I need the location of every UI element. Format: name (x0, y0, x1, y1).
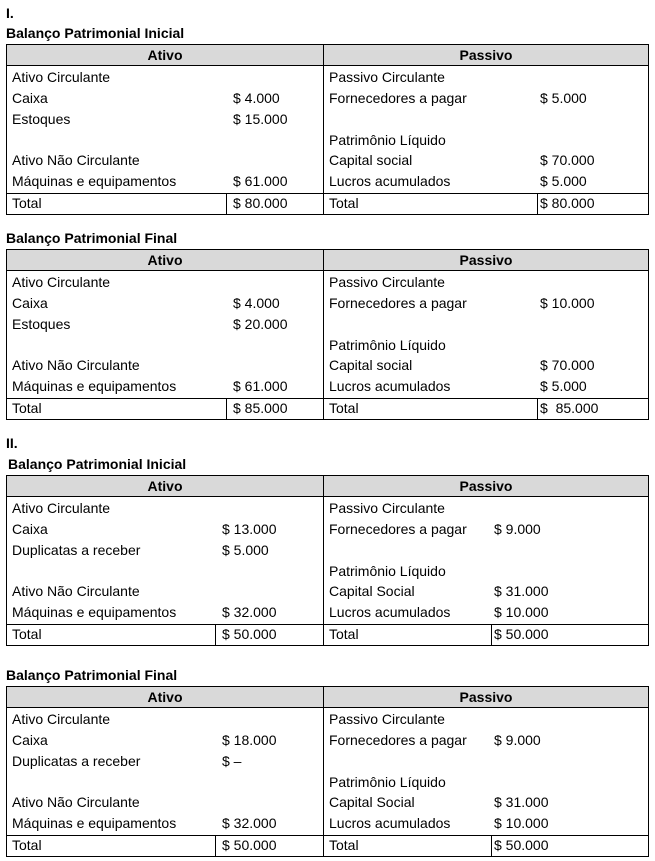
total-value-divider (537, 399, 538, 419)
passivo-item-value: $ 10.000 (494, 815, 549, 831)
total-value-divider (491, 836, 492, 856)
sheet-title: Balanço Patrimonial Inicial (8, 456, 187, 472)
ativo-total-label: Total (12, 400, 42, 416)
ativo-item-value: $ 20.000 (233, 316, 288, 332)
passivo-total-value: $ 80.000 (540, 195, 595, 211)
column-divider (323, 250, 324, 419)
ativo-circulante-label: Ativo Circulante (12, 69, 111, 85)
passivo-total-label: Total (329, 195, 359, 211)
passivo-header: Passivo (459, 252, 513, 268)
passivo-circulante-label: Passivo Circulante (329, 274, 445, 290)
ativo-total-label: Total (12, 195, 42, 211)
ativo-item-value: $ 4.000 (233, 295, 280, 311)
passivo-total-value: $ 85.000 (540, 400, 599, 416)
ativo-header: Ativo (147, 252, 183, 268)
sheet-title: Balanço Patrimonial Inicial (6, 25, 185, 41)
ativo-item-value: $ 18.000 (222, 732, 277, 748)
ativo-header: Ativo (147, 47, 183, 63)
passivo-item-value: $ 31.000 (494, 794, 549, 810)
passivo-total-label: Total (329, 400, 359, 416)
ativo-item-label: Estoques (12, 316, 71, 332)
passivo-circulante-label: Passivo Circulante (329, 69, 445, 85)
column-divider (323, 45, 324, 214)
passivo-item-value: $ 5.000 (540, 173, 587, 189)
patrimonio-liquido-label: Patrimônio Líquido (329, 563, 446, 579)
passivo-item-value: $ 70.000 (540, 152, 595, 168)
passivo-circulante-label: Passivo Circulante (329, 500, 445, 516)
passivo-item-value: $ 9.000 (494, 521, 541, 537)
total-divider (7, 624, 648, 625)
passivo-item-label: Fornecedores a pagar (329, 90, 467, 106)
ativo-header: Ativo (147, 689, 183, 705)
sheet-title: Balanço Patrimonial Final (6, 667, 178, 683)
column-divider (323, 476, 324, 645)
ativo-item-value: $ 5.000 (222, 542, 269, 558)
table-header (7, 45, 648, 66)
ativo-nao-circulante-label: Ativo Não Circulante (12, 583, 140, 599)
passivo-total-label: Total (329, 626, 359, 642)
passivo-item-label: Fornecedores a pagar (329, 732, 467, 748)
passivo-item-value: $ 10.000 (540, 295, 595, 311)
ativo-item-label: Duplicatas a receber (12, 542, 141, 558)
passivo-item-label: Capital Social (329, 794, 415, 810)
passivo-total-label: Total (329, 837, 359, 853)
balance-sheet-table (6, 475, 649, 646)
patrimonio-liquido-label: Patrimônio Líquido (329, 132, 446, 148)
section-number: II. (6, 435, 18, 451)
passivo-total-value: $ 50.000 (494, 837, 549, 853)
ativo-item-label: Máquinas e equipamentos (12, 815, 177, 831)
ativo-item-value: $ 32.000 (222, 815, 277, 831)
table-header (7, 687, 648, 708)
table-header (7, 250, 648, 271)
passivo-item-label: Capital social (329, 152, 413, 168)
passivo-item-label: Fornecedores a pagar (329, 521, 467, 537)
ativo-item-value: $ 61.000 (233, 173, 288, 189)
ativo-total-value: $ 50.000 (222, 626, 277, 642)
ativo-total-value: $ 50.000 (222, 837, 277, 853)
balance-sheet-table (6, 686, 649, 857)
total-value-divider (537, 194, 538, 214)
section-number: I. (6, 5, 14, 21)
passivo-item-label: Lucros acumulados (329, 815, 451, 831)
passivo-header: Passivo (459, 689, 513, 705)
total-value-divider (215, 625, 216, 645)
passivo-item-label: Lucros acumulados (329, 378, 451, 394)
total-value-divider (226, 194, 227, 214)
total-divider (7, 835, 648, 836)
ativo-nao-circulante-label: Ativo Não Circulante (12, 357, 140, 373)
patrimonio-liquido-label: Patrimônio Líquido (329, 774, 446, 790)
total-value-divider (215, 836, 216, 856)
ativo-item-value: $ 13.000 (222, 521, 277, 537)
ativo-item-label: Caixa (12, 732, 48, 748)
column-divider (323, 687, 324, 856)
ativo-circulante-label: Ativo Circulante (12, 711, 111, 727)
balance-sheet-table (6, 44, 649, 215)
sheet-title: Balanço Patrimonial Final (6, 230, 178, 246)
passivo-item-label: Capital social (329, 357, 413, 373)
ativo-item-value: $ 32.000 (222, 604, 277, 620)
ativo-item-value: $ 61.000 (233, 378, 288, 394)
passivo-item-value: $ 5.000 (540, 90, 587, 106)
ativo-item-value: $ 4.000 (233, 90, 280, 106)
ativo-header: Ativo (147, 478, 183, 494)
passivo-item-value: $ 9.000 (494, 732, 541, 748)
ativo-nao-circulante-label: Ativo Não Circulante (12, 794, 140, 810)
passivo-item-label: Fornecedores a pagar (329, 295, 467, 311)
passivo-header: Passivo (459, 47, 513, 63)
passivo-item-label: Lucros acumulados (329, 604, 451, 620)
ativo-item-label: Caixa (12, 295, 48, 311)
table-header (7, 476, 648, 497)
ativo-nao-circulante-label: Ativo Não Circulante (12, 152, 140, 168)
balance-sheet-table (6, 249, 649, 420)
ativo-total-value: $ 85.000 (233, 400, 288, 416)
ativo-item-value: $ 15.000 (233, 111, 288, 127)
passivo-total-value: $ 50.000 (494, 626, 549, 642)
passivo-header: Passivo (459, 478, 513, 494)
ativo-item-label: Estoques (12, 111, 71, 127)
patrimonio-liquido-label: Patrimônio Líquido (329, 337, 446, 353)
passivo-item-value: $ 10.000 (494, 604, 549, 620)
total-value-divider (226, 399, 227, 419)
ativo-item-label: Máquinas e equipamentos (12, 173, 177, 189)
passivo-item-value: $ 5.000 (540, 378, 587, 394)
ativo-item-label: Máquinas e equipamentos (12, 604, 177, 620)
ativo-item-label: Máquinas e equipamentos (12, 378, 177, 394)
ativo-total-label: Total (12, 837, 42, 853)
ativo-item-value: $ – (222, 753, 242, 769)
ativo-circulante-label: Ativo Circulante (12, 274, 111, 290)
passivo-item-label: Capital Social (329, 583, 415, 599)
ativo-circulante-label: Ativo Circulante (12, 500, 111, 516)
passivo-item-value: $ 31.000 (494, 583, 549, 599)
passivo-item-value: $ 70.000 (540, 357, 595, 373)
ativo-item-label: Caixa (12, 521, 48, 537)
ativo-total-value: $ 80.000 (233, 195, 288, 211)
total-value-divider (491, 625, 492, 645)
passivo-circulante-label: Passivo Circulante (329, 711, 445, 727)
ativo-total-label: Total (12, 626, 42, 642)
ativo-item-label: Duplicatas a receber (12, 753, 141, 769)
ativo-item-label: Caixa (12, 90, 48, 106)
passivo-item-label: Lucros acumulados (329, 173, 451, 189)
